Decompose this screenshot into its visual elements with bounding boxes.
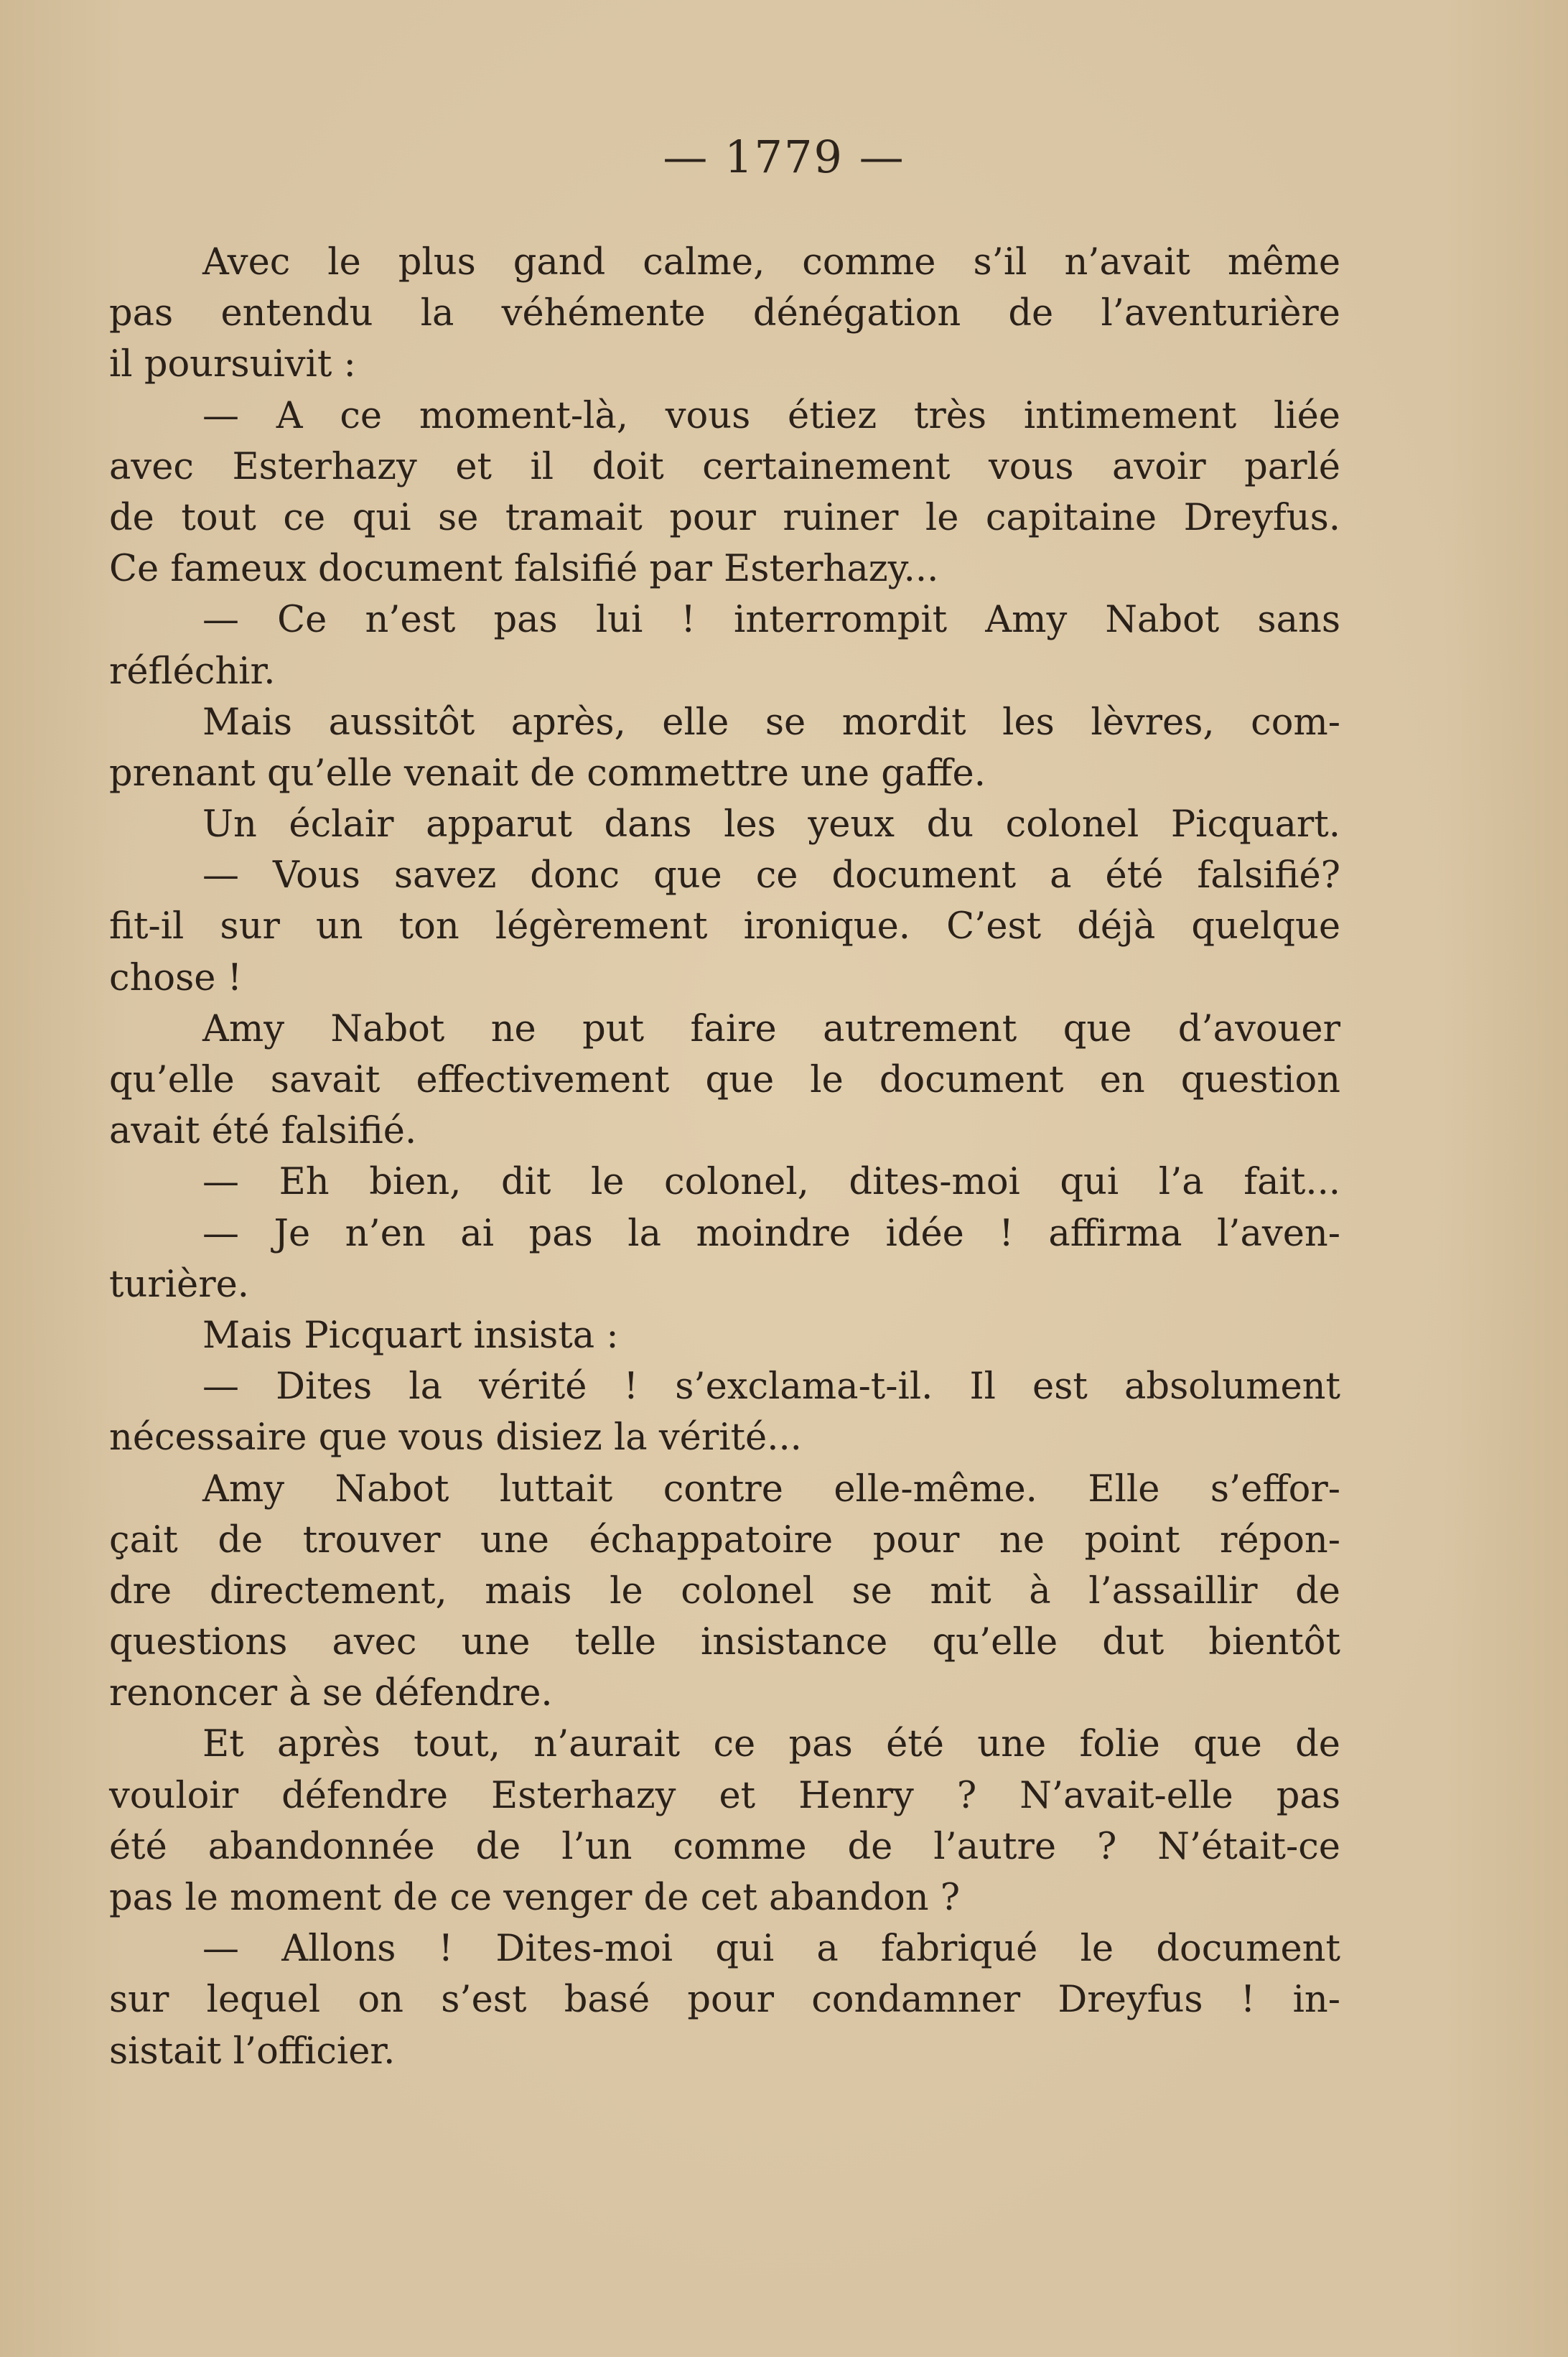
- text-line: renoncer à se défendre.: [109, 1672, 553, 1715]
- text-line: — Ce n’est pas lui ! interrompit Amy Nabot sans: [202, 599, 1340, 642]
- text-line: dre directement, mais le colonel se mit à l’assaillir de: [109, 1569, 1340, 1612]
- body-text: [109, 237, 1340, 2077]
- text-line: çait de trouver une échappatoire pour ne point répon-: [109, 1518, 1340, 1562]
- text-line: Amy Nabot luttait contre elle-même. Elle s’effor-: [202, 1467, 1340, 1511]
- text-line: Un éclair apparut dans les yeux du colonel Picquart.: [202, 803, 1340, 846]
- text-line: Et après tout, n’aurait ce pas été une folie que de: [202, 1723, 1340, 1766]
- text-line: Mais Picquart insista :: [202, 1314, 619, 1357]
- text-line: fit-il sur un ton légèrement ironique. C’est déjà quelque: [109, 905, 1340, 948]
- text-line: Amy Nabot ne put faire autrement que d’avouer: [202, 1007, 1340, 1050]
- text-line: — Allons ! Dites-moi qui a fabriqué le document: [202, 1928, 1340, 1971]
- text-line: Avec le plus gand calme, comme s’il n’avait même: [202, 241, 1340, 284]
- text-line: — A ce moment-là, vous étiez très intimement liée: [202, 394, 1340, 437]
- text-line: réfléchir.: [109, 650, 276, 693]
- text-line: vouloir défendre Esterhazy et Henry ? N’avait-elle pas: [109, 1774, 1340, 1817]
- text-line: sistait l’officier.: [109, 2030, 396, 2073]
- text-line: pas entendu la véhémente dénégation de l’aventurière: [109, 292, 1340, 335]
- text-line: été abandonnée de l’un comme de l’autre ? N’était-ce: [109, 1825, 1340, 1868]
- text-line: prenant qu’elle venait de commettre une gaffe.: [109, 752, 986, 795]
- text-line: turière.: [109, 1263, 249, 1306]
- text-line: chose !: [109, 956, 243, 999]
- text-line: — Vous savez donc que ce document a été falsifié?: [202, 854, 1340, 897]
- text-line: avec Esterhazy et il doit certainement vous avoir parlé: [109, 445, 1340, 488]
- text-line: sur lequel on s’est basé pour condamner Dreyfus ! in-: [109, 1979, 1340, 2022]
- page-number: — 1779 —: [663, 131, 905, 183]
- text-line: pas le moment de ce venger de cet abandon ?: [109, 1877, 961, 1919]
- text-line: avait été falsifié.: [109, 1110, 417, 1153]
- text-line: — Je n’en ai pas la moindre idée ! affirma l’aven-: [202, 1212, 1340, 1255]
- text-line: — Eh bien, dit le colonel, dites-moi qui l’a fait...: [202, 1161, 1340, 1204]
- text-line: questions avec une telle insistance qu’elle dut bientôt: [109, 1621, 1340, 1664]
- text-line: Ce fameux document falsifié par Esterhazy...: [109, 548, 939, 591]
- text-line: il poursuivit :: [109, 343, 356, 386]
- text-line: — Dites la vérité ! s’exclama-t-il. Il est absolument: [202, 1366, 1340, 1409]
- text-line: de tout ce qui se tramait pour ruiner le capitaine Dreyfus.: [109, 496, 1340, 539]
- text-line: nécessaire que vous disiez la vérité...: [109, 1416, 802, 1460]
- text-line: Mais aussitôt après, elle se mordit les lèvres, com-: [202, 701, 1340, 744]
- text-line: qu’elle savait effectivement que le document en question: [109, 1059, 1340, 1101]
